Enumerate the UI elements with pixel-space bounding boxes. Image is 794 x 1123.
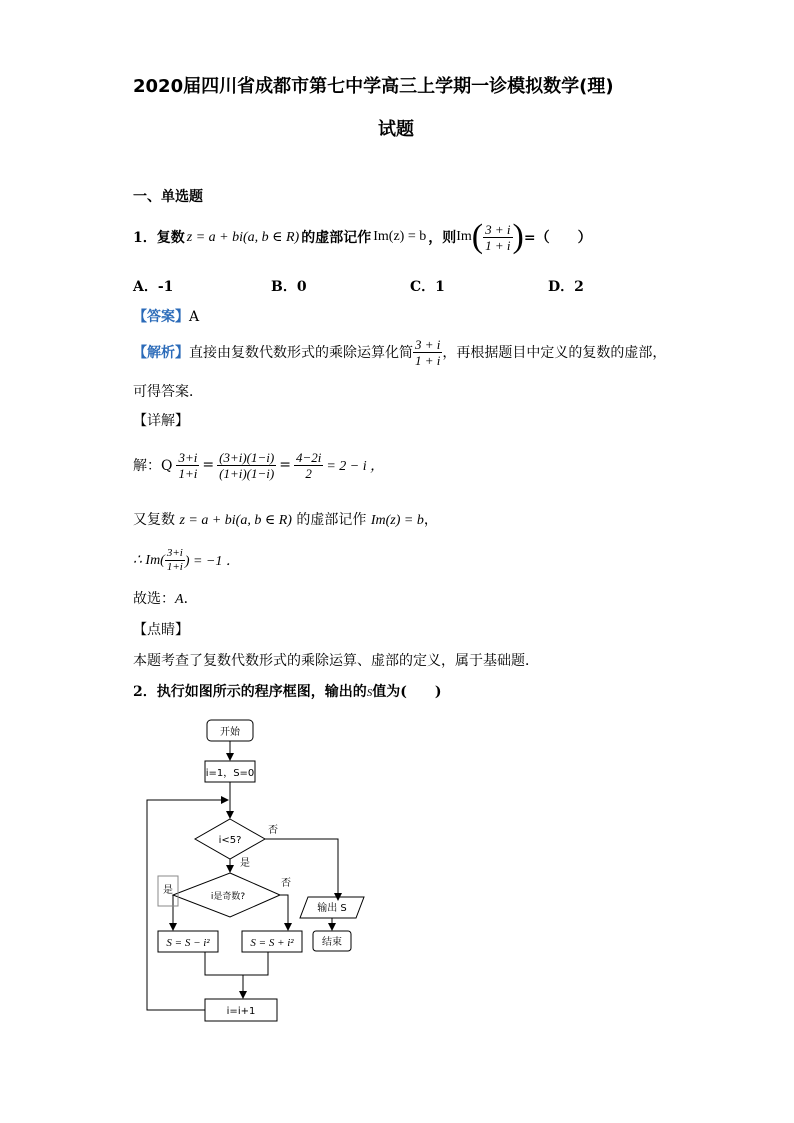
analysis-text: 直接由复数代数形式的乘除运算化简 [189, 345, 413, 361]
fc-output-text: 输出 S [317, 903, 347, 914]
q1-option-a: A．-1 [133, 279, 174, 295]
answer-value: A [189, 309, 200, 325]
q1-left-paren: ( [471, 218, 484, 255]
analysis-text-2: ，再根据题目中定义的复数的虚部， [442, 345, 667, 361]
choose-end: ． [183, 591, 198, 607]
eq-sign-1: = [202, 457, 215, 473]
therefore-prefix: ∴ Im( [133, 552, 165, 568]
choose-value: A [175, 592, 184, 607]
again-end: ， [423, 512, 438, 528]
q1-option-c: C．1 [410, 279, 445, 295]
q1-number: 1．复数 [133, 230, 185, 246]
q2-tail: 值为( ) [372, 684, 442, 700]
analysis-frac-den: 1 + i [415, 352, 441, 368]
fc-no1-label: 否 [268, 825, 278, 836]
again-text-2: 的虚部记作 [296, 512, 367, 528]
comment-tag: 【点睛】 [133, 622, 189, 638]
q1-option-b: B．0 [271, 279, 307, 295]
fc-yes1-label: 是 [240, 858, 250, 869]
sol-frac-3-den: 2 [305, 465, 312, 481]
q1-tail: =（ ） [523, 230, 592, 246]
sol-frac-1-num: 3+i [178, 449, 198, 465]
again-im: Im(z) = b [370, 513, 424, 528]
fc-no2-label: 否 [281, 878, 291, 889]
therefore-den: 1+i [166, 560, 183, 573]
analysis-line-2: 可得答案． [133, 384, 203, 400]
again-text-1: 又复数 [133, 512, 175, 528]
q2-var: S [366, 687, 373, 699]
q1-frac-den: 1 + i [485, 237, 511, 253]
sol-frac-2-num: (3+i)(1−i) [219, 449, 275, 465]
answer-tag: 【答案】 [133, 309, 189, 325]
detail-tag: 【详解】 [133, 413, 189, 429]
sol-tail: = 2 − i ， [326, 459, 385, 474]
q1-expr-z: z = a + bi(a, b ∈ R) [186, 229, 300, 245]
page-title-line2: 试题 [378, 119, 414, 140]
again-expr: z = a + bi(a, b ∈ R) [179, 513, 292, 528]
choose-text: 故选： [133, 591, 175, 607]
fc-init-text: i=1，S=0 [205, 768, 255, 779]
therefore-num: 3+i [166, 546, 183, 559]
therefore-tail: ) = −1 ． [184, 554, 240, 569]
q1-im-label: Im [456, 229, 472, 244]
section-heading: 一、单选题 [133, 189, 203, 205]
fc-start-text: 开始 [220, 727, 240, 738]
sol-frac-2-den: (1+i)(1−i) [219, 465, 275, 481]
q1-expr-im: Im(z) = b [373, 229, 427, 244]
analysis-frac-num: 3 + i [415, 336, 441, 352]
sol-frac-3-num: 4−2i [295, 449, 322, 465]
analysis-tag: 【解析】 [133, 345, 189, 361]
fc-yes2-label: 是 [163, 885, 173, 896]
q1-frac-num: 3 + i [485, 221, 511, 237]
q1-option-d: D．2 [548, 279, 584, 295]
fc-end-text: 结束 [322, 937, 342, 948]
q2-text: 2．执行如图所示的程序框图，输出的 [133, 684, 367, 700]
fc-cond2-text: i是奇数? [210, 892, 246, 902]
fc-incr-text: i=i+1 [226, 1006, 256, 1017]
page-title-line1: 2020届四川省成都市第七中学高三上学期一诊模拟数学(理) [133, 76, 614, 97]
q1-right-paren: ) [512, 218, 524, 255]
fc-cond1-text: i<5? [218, 835, 242, 846]
fc-box-left-text: S = S − i² [166, 937, 210, 949]
q1-then-text: ，则 [428, 230, 457, 246]
q1-mid-text: 的虚部记作 [301, 230, 372, 246]
eq-sign-2: = [279, 457, 291, 473]
sol-prefix: 解：Q [133, 458, 173, 474]
fc-box-right-text: S = S + i² [250, 937, 294, 949]
sol-frac-1-den: 1+i [178, 465, 198, 481]
comment-text: 本题考查了复数代数形式的乘除运算、虚部的定义，属于基础题． [133, 653, 539, 669]
